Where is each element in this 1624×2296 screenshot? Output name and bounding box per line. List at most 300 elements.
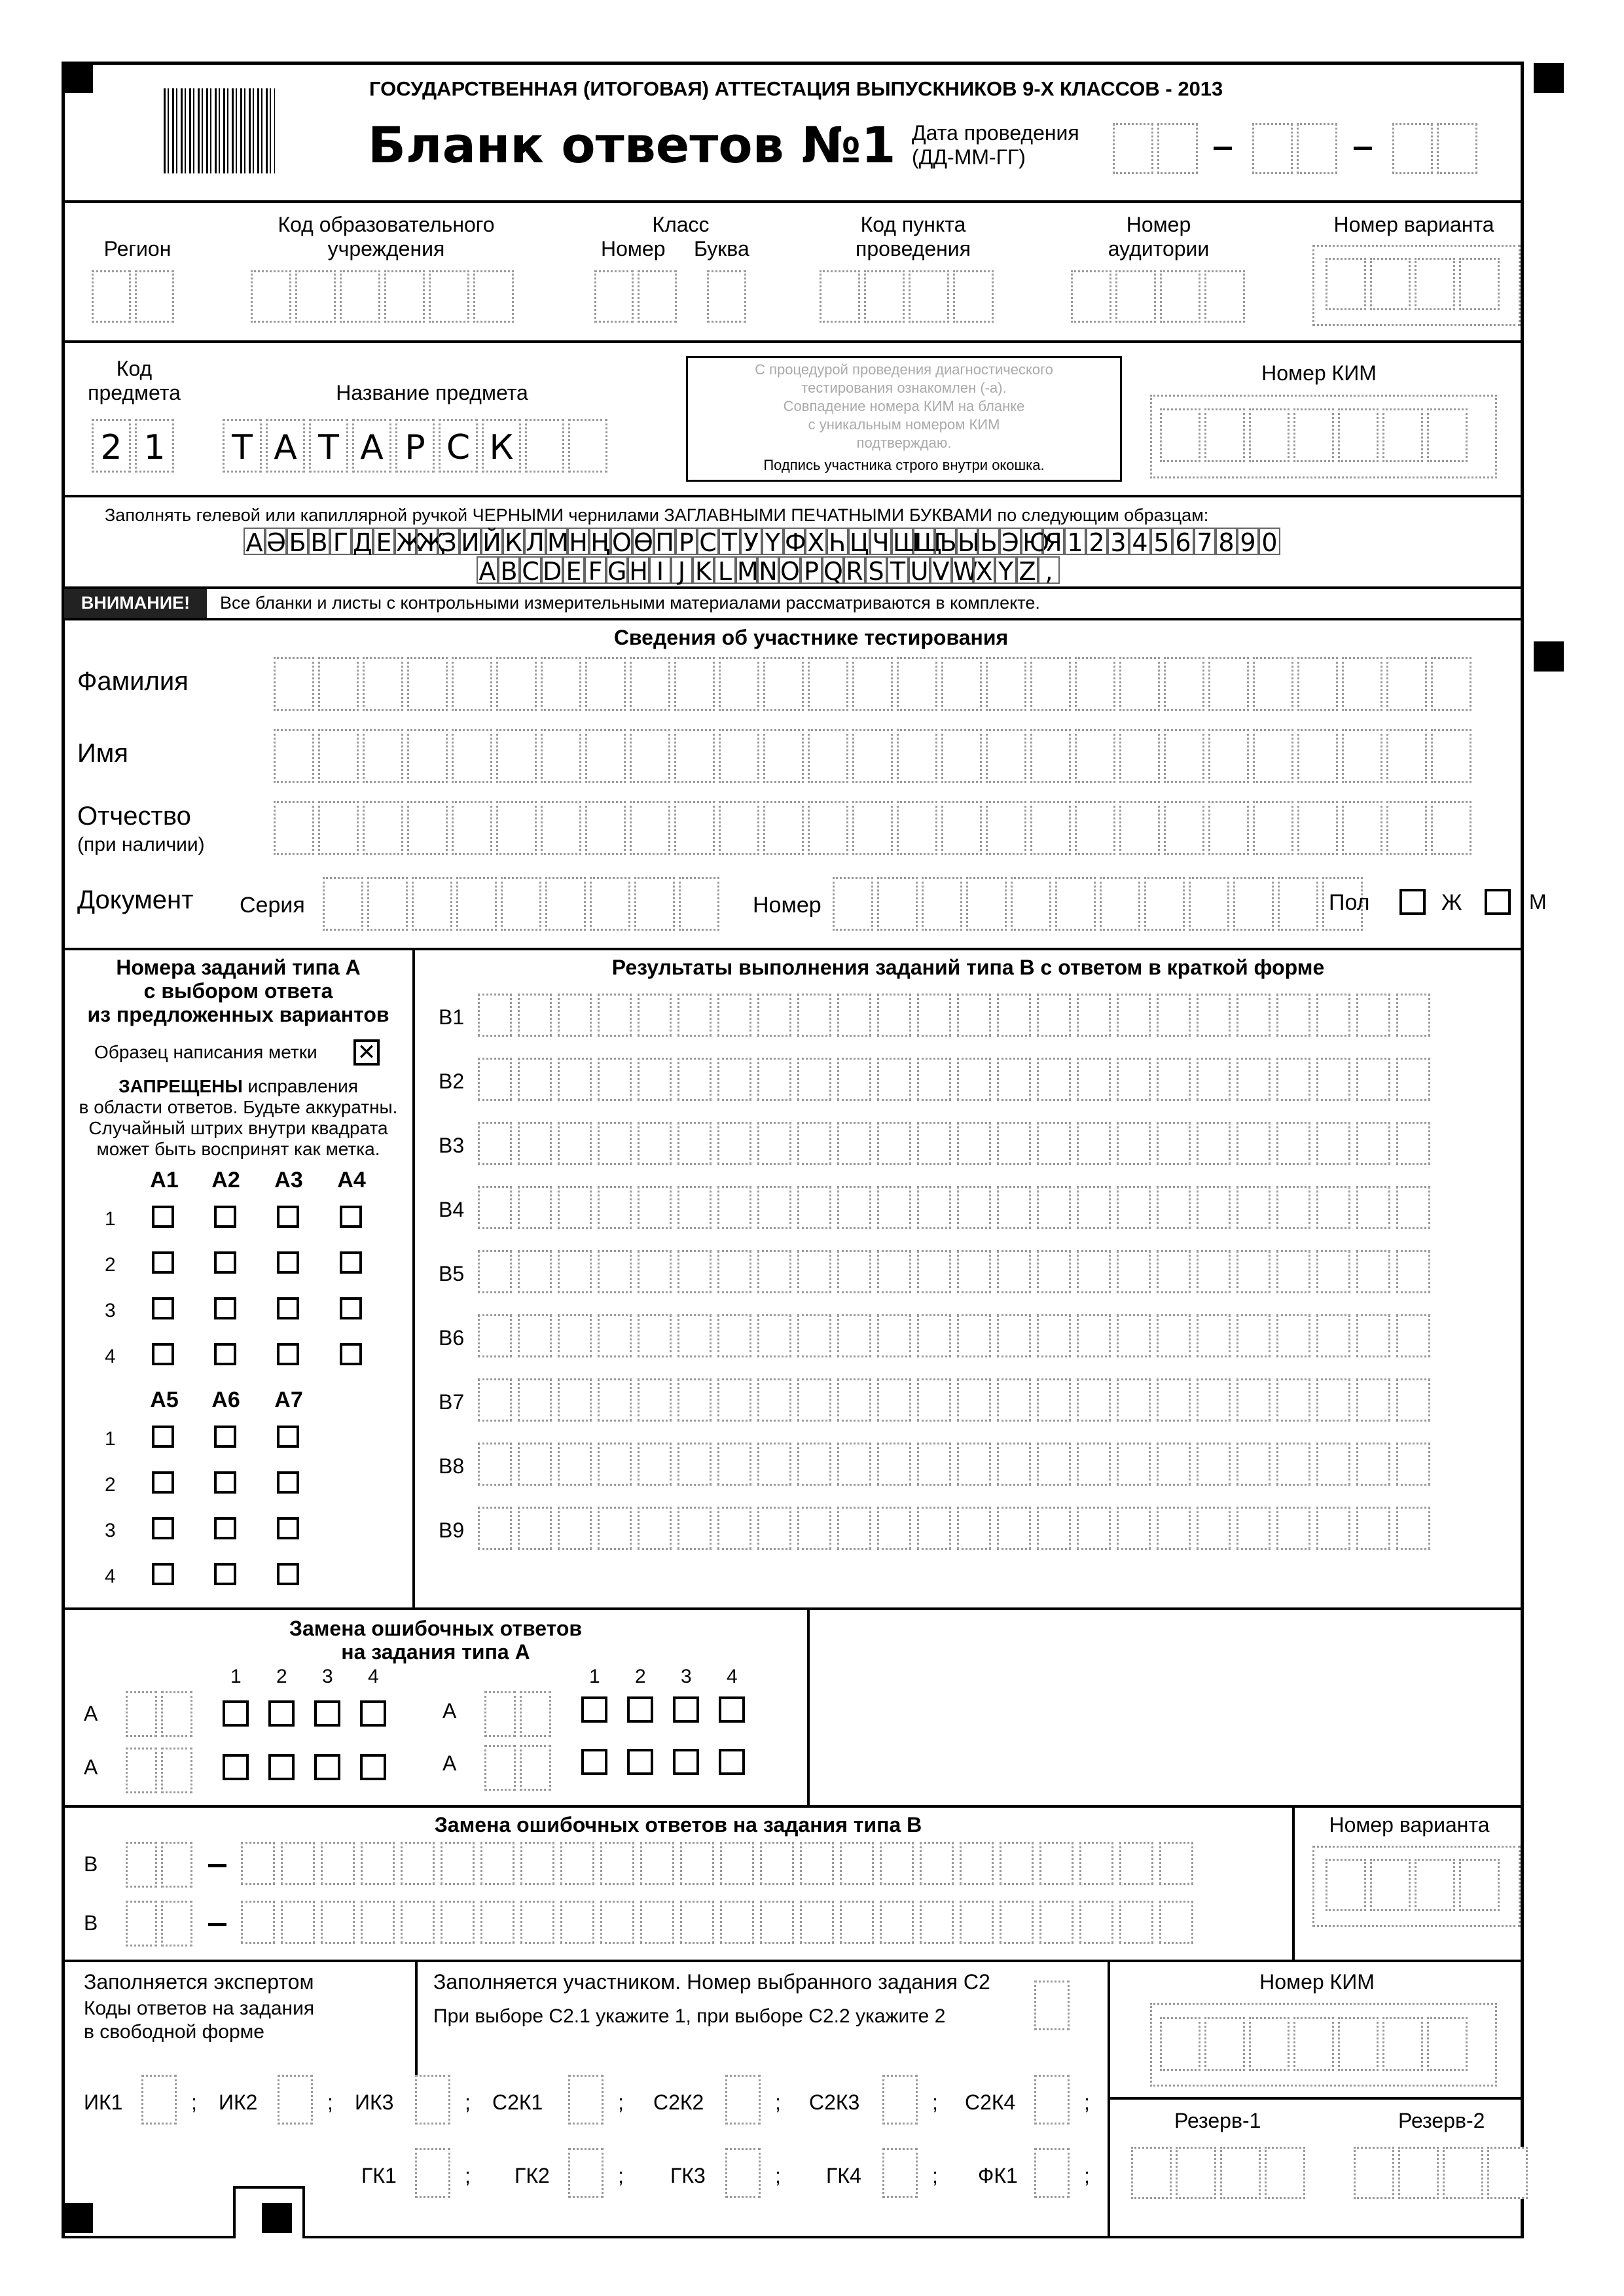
- replace-b-task-cells[interactable]: [126, 1901, 196, 1946]
- separator: ;: [465, 2090, 471, 2114]
- sex-male-label: М: [1529, 890, 1547, 914]
- answer-checkbox[interactable]: [152, 1426, 174, 1448]
- separator: ;: [775, 2090, 781, 2114]
- sample-char: U: [909, 556, 930, 584]
- sample-char: T: [887, 556, 909, 584]
- document-number-label: Номер: [753, 893, 821, 918]
- sample-char: 8: [1216, 528, 1237, 555]
- replace-b-answer-cells[interactable]: [241, 1901, 1199, 1944]
- participant-c2-note: При выборе С2.1 укажите 1, при выборе С2.2 укажите 2: [433, 2005, 946, 2027]
- sample-char: Э: [1000, 528, 1021, 555]
- class-number-cells[interactable]: [594, 270, 681, 323]
- subject-name-letter[interactable]: Т: [309, 419, 348, 473]
- forbidden-bold: ЗАПРЕЩЕНЫ: [118, 1076, 243, 1096]
- sample-char: У: [740, 528, 762, 555]
- sample-char: C: [520, 556, 541, 584]
- answer-checkbox[interactable]: [277, 1471, 299, 1494]
- replace-a-task-cells[interactable]: [126, 1691, 196, 1737]
- separator: ;: [932, 2090, 938, 2114]
- room-label: Номер: [1126, 213, 1191, 236]
- answer-checkbox[interactable]: [340, 1251, 362, 1274]
- separator: ;: [618, 2164, 624, 2187]
- c2-choice-cell[interactable]: [1034, 1981, 1074, 2030]
- answer-checkbox[interactable]: [277, 1251, 299, 1274]
- subject-code-digit[interactable]: 1: [135, 419, 174, 473]
- answer-checkbox[interactable]: [214, 1343, 236, 1365]
- attention-label: ВНИМАНИЕ!: [81, 593, 190, 613]
- subject-name-letter[interactable]: А: [352, 419, 391, 473]
- expert-code-cell[interactable]: [415, 2148, 454, 2198]
- replace-a-col: 3: [681, 1666, 692, 1687]
- expert-code-cell[interactable]: [568, 2075, 607, 2125]
- fill-instruction: Заполнять гелевой или капиллярной ручкой ЧЕРНЫМИ чернилами ЗАГЛАВНЫМИ ПЕЧАТНЫМИ БУКВАМИ по следующим образцам:: [105, 505, 1209, 525]
- sample-char: Z: [1017, 556, 1038, 584]
- sample-char: С: [697, 528, 719, 555]
- expert-kim-label: Номер КИМ: [1259, 1970, 1375, 1994]
- answer-checkbox[interactable]: [277, 1297, 299, 1319]
- patronymic-note: (при наличии): [77, 834, 205, 855]
- replace-b-answer-cells[interactable]: [241, 1842, 1199, 1885]
- task-header: А7: [274, 1388, 303, 1412]
- answer-checkbox[interactable]: [340, 1206, 362, 1228]
- sample-char: Ң: [589, 528, 611, 555]
- surname-cells[interactable]: [274, 657, 1475, 711]
- replace-a-checkbox[interactable]: [581, 1696, 607, 1723]
- replace-a-checkbox[interactable]: [719, 1749, 745, 1775]
- sample-char: Ү: [762, 528, 784, 555]
- kim-label: Номер КИМ: [1261, 361, 1377, 385]
- sample-char: B: [498, 556, 520, 584]
- replace-a-checkbox[interactable]: [360, 1700, 386, 1727]
- answer-checkbox[interactable]: [152, 1343, 174, 1365]
- edu-code-cells[interactable]: [251, 270, 518, 323]
- answer-checkbox[interactable]: [152, 1517, 174, 1539]
- exam-title: ГОСУДАРСТВЕННАЯ (ИТОГОВАЯ) АТТЕСТАЦИЯ ВЫПУСКНИКОВ 9-Х КЛАССОВ - 2013: [369, 77, 1223, 100]
- expert-code-label: С2К2: [653, 2090, 704, 2114]
- name-cells[interactable]: [274, 729, 1475, 783]
- sample-char: А: [244, 528, 265, 555]
- sample-char: 2: [1086, 528, 1108, 555]
- expert-code-cell[interactable]: [1034, 2148, 1074, 2198]
- sample-char: L: [714, 556, 736, 584]
- expert-code-cell[interactable]: [415, 2075, 454, 2125]
- forbidden-rest: исправления: [242, 1076, 358, 1096]
- replace-a-checkbox[interactable]: [581, 1749, 607, 1775]
- forbidden-note-4: может быть воспринят как метка.: [96, 1139, 380, 1159]
- task-header: А4: [337, 1168, 366, 1193]
- replace-a-checkbox[interactable]: [314, 1754, 340, 1780]
- replace-a-checkbox[interactable]: [268, 1754, 295, 1780]
- consent-line: с уникальным номером КИМ: [808, 416, 1000, 433]
- b-row-label: В1: [439, 1005, 465, 1029]
- sample-char: Һ: [827, 528, 848, 555]
- replace-a-row-label: А: [442, 1699, 457, 1723]
- b-answer-cells[interactable]: [478, 1122, 1436, 1165]
- option-number: 3: [105, 1300, 116, 1321]
- replace-a-checkbox[interactable]: [627, 1749, 653, 1775]
- subject-code-label: Код: [116, 357, 153, 380]
- sample-char: Җ: [418, 528, 444, 557]
- subject-name-letter[interactable]: А: [266, 419, 305, 473]
- separator: ;: [932, 2164, 938, 2187]
- b-row-label: В8: [439, 1454, 465, 1478]
- sex-female-checkbox[interactable]: [1399, 889, 1426, 915]
- series-label: Серия: [240, 893, 305, 918]
- option-number: 1: [105, 1208, 116, 1230]
- sample-char: Р: [676, 528, 697, 555]
- b-answer-cells[interactable]: [478, 1314, 1436, 1357]
- expert-title: Заполняется экспертом: [84, 1970, 314, 1994]
- sample-char: W: [953, 557, 978, 586]
- expert-code-label: С2К1: [492, 2090, 543, 2114]
- b-row-label: В5: [439, 1262, 465, 1285]
- attention-text: Все бланки и листы с контрольными измерительными материалами рассматриваются в комплекте.: [220, 593, 1040, 613]
- sample-char: М: [547, 528, 569, 557]
- sample-letters-row-2: [477, 556, 1060, 584]
- replace-a-col: 4: [727, 1666, 738, 1687]
- sample-char: Л: [524, 528, 546, 555]
- sex-male-checkbox[interactable]: [1485, 889, 1511, 915]
- reserve-1-cells[interactable]: [1131, 2147, 1309, 2199]
- sample-char: В: [308, 528, 330, 555]
- date-day-cells[interactable]: [1113, 123, 1202, 174]
- sample-char: I: [649, 556, 671, 584]
- sample-char: S: [865, 556, 887, 584]
- consent-line: тестирования ознакомлен (-а).: [801, 380, 1007, 396]
- option-number: 3: [105, 1520, 116, 1541]
- answer-checkbox[interactable]: [152, 1471, 174, 1494]
- option-number: 4: [105, 1346, 116, 1367]
- part-a-title-3: из предложенных вариантов: [87, 1003, 389, 1026]
- patronymic-label: Отчество: [77, 802, 191, 831]
- b-row-label: В4: [439, 1198, 465, 1221]
- replace-a-checkbox[interactable]: [314, 1700, 340, 1727]
- patronymic-cells[interactable]: [274, 801, 1475, 855]
- replace-a-col: 3: [322, 1666, 333, 1687]
- sample-char: Ж: [396, 528, 423, 557]
- b-answer-cells[interactable]: [478, 1186, 1436, 1229]
- date-year-cells[interactable]: [1392, 123, 1481, 174]
- answer-checkbox[interactable]: [277, 1517, 299, 1539]
- participant-section-title: Сведения об участнике тестирования: [613, 626, 1009, 649]
- sample-char: Ы: [958, 528, 980, 557]
- replace-a-col: 1: [230, 1666, 242, 1687]
- reserve-1-label: Резерв-1: [1174, 2109, 1261, 2132]
- part-b-title: Результаты выполнения заданий типа В с ответом в краткой форме: [611, 956, 1325, 979]
- part-a-title: Номера заданий типа А: [116, 956, 361, 979]
- sample-char: Щ: [914, 528, 942, 557]
- replace-a-title-2: на задания типа А: [341, 1640, 530, 1664]
- document-series-cells[interactable]: [323, 877, 723, 931]
- option-number: 1: [105, 1428, 116, 1450]
- expert-code-cell[interactable]: [568, 2148, 607, 2198]
- subject-name-letter[interactable]: С: [439, 419, 478, 473]
- class-number-label: Номер: [601, 237, 666, 260]
- reserve-2-cells[interactable]: [1354, 2147, 1532, 2199]
- answer-checkbox[interactable]: [340, 1297, 362, 1319]
- sample-char: 3: [1108, 528, 1129, 555]
- option-number: 2: [105, 1474, 116, 1496]
- date-format-label: (ДД-ММ-ГГ): [912, 145, 1026, 169]
- expert-code-label: ГК3: [670, 2164, 706, 2187]
- task-header: А1: [150, 1168, 179, 1193]
- region-cells[interactable]: [92, 270, 178, 323]
- sample-char: 6: [1172, 528, 1194, 555]
- sample-char: К: [503, 528, 524, 555]
- sample-char: Я: [1043, 528, 1064, 555]
- expert-code-label: ФК1: [978, 2164, 1018, 2187]
- expert-code-cell[interactable]: [882, 2148, 922, 2198]
- expert-code-cell[interactable]: [882, 2075, 922, 2125]
- kim-cells[interactable]: [1160, 408, 1471, 462]
- replace-a-title: Замена ошибочных ответов: [289, 1617, 583, 1640]
- replace-a-checkbox[interactable]: [268, 1700, 295, 1727]
- expert-code-cell[interactable]: [725, 2075, 765, 2125]
- edu-code-label-2: учреждения: [327, 237, 445, 260]
- subject-name-letter[interactable]: К: [482, 419, 521, 473]
- sample-mark-label: Образец написания метки: [94, 1042, 317, 1062]
- option-number: 4: [105, 1566, 116, 1587]
- answer-checkbox[interactable]: [214, 1297, 236, 1319]
- replace-a-checkbox[interactable]: [673, 1749, 699, 1775]
- region-label: Регион: [103, 237, 171, 260]
- sample-char: 5: [1151, 528, 1172, 555]
- replace-b-dash: [208, 1923, 226, 1926]
- replace-a-col: 4: [368, 1666, 379, 1687]
- sample-char: Ө: [634, 528, 653, 557]
- expert-note: Коды ответов на задания: [84, 1998, 315, 2019]
- edu-code-label: Код образовательного: [278, 213, 495, 236]
- point-code-label: Код пункта: [860, 213, 966, 236]
- sample-char: 4: [1129, 528, 1151, 555]
- answer-checkbox[interactable]: [277, 1563, 299, 1585]
- variant-label: Номер варианта: [1333, 213, 1494, 236]
- replace-b-variant-label: Номер варианта: [1329, 1813, 1490, 1837]
- replace-a-checkbox[interactable]: [223, 1754, 249, 1780]
- date-label: Дата проведения: [912, 121, 1079, 145]
- sample-char: H: [628, 556, 649, 584]
- replace-b-title: Замена ошибочных ответов на задания типа В: [434, 1813, 922, 1837]
- task-header: А3: [274, 1168, 303, 1193]
- sample-char: Н: [568, 528, 589, 555]
- sample-char: Ъ: [936, 528, 957, 557]
- sample-char: Ю: [1022, 528, 1050, 557]
- class-letter-label: Буква: [694, 237, 749, 260]
- form-title: Бланк ответов №1: [368, 116, 896, 174]
- separator: ;: [1084, 2164, 1090, 2187]
- sample-char: Г: [330, 528, 352, 555]
- replace-a-row-label: А: [84, 1755, 98, 1779]
- replace-a-checkbox[interactable]: [627, 1696, 653, 1723]
- answer-checkbox[interactable]: [214, 1517, 236, 1539]
- replace-a-col: 1: [589, 1666, 600, 1687]
- document-number-cells[interactable]: [833, 877, 1370, 931]
- sample-char: V: [930, 556, 952, 584]
- separator: ;: [775, 2164, 781, 2187]
- replace-b-row-label: В: [84, 1911, 98, 1935]
- separator: ;: [465, 2164, 471, 2187]
- sample-char: Y: [995, 556, 1017, 584]
- separator: ;: [618, 2090, 624, 2114]
- replace-a-checkbox[interactable]: [223, 1700, 249, 1727]
- sample-char: Т: [719, 528, 740, 555]
- replace-a-task-cells[interactable]: [484, 1691, 555, 1737]
- forbidden-note-2: в области ответов. Будьте аккуратны.: [79, 1097, 398, 1117]
- replace-a-col: 2: [635, 1666, 646, 1687]
- sample-char: Ц: [850, 528, 869, 557]
- sample-char: И: [460, 528, 481, 555]
- sample-char: Ш: [893, 528, 920, 557]
- sex-label: Пол: [1329, 890, 1370, 915]
- answer-checkbox[interactable]: [214, 1471, 236, 1494]
- replace-a-task-cells[interactable]: [484, 1745, 555, 1791]
- expert-code-label: ГК4: [826, 2164, 861, 2187]
- answer-checkbox[interactable]: [277, 1426, 299, 1448]
- b-answer-cells[interactable]: [478, 1443, 1436, 1486]
- sample-mark-checkbox: ✕: [353, 1039, 380, 1066]
- sample-char: Б: [287, 528, 308, 555]
- point-code-cells[interactable]: [820, 270, 998, 323]
- sample-char: Д: [353, 528, 372, 557]
- document-label: Документ: [77, 886, 194, 914]
- expert-kim-cells[interactable]: [1160, 2017, 1471, 2071]
- separator: ;: [191, 2090, 197, 2114]
- sample-char: D: [543, 557, 562, 586]
- sample-char: M: [737, 557, 759, 586]
- expert-code-cell[interactable]: [141, 2075, 181, 2125]
- expert-code-label: ИК3: [355, 2090, 394, 2114]
- b-answer-cells[interactable]: [478, 994, 1436, 1037]
- subject-name-label: Название предмета: [336, 381, 528, 404]
- expert-code-label: ГК1: [361, 2164, 397, 2187]
- room-cells[interactable]: [1071, 270, 1249, 323]
- reserve-2-label: Резерв-2: [1398, 2109, 1485, 2132]
- sample-char: P: [801, 556, 822, 584]
- consent-line: подтверждаю.: [856, 435, 952, 451]
- class-letter-cell[interactable]: [707, 270, 750, 323]
- answer-checkbox[interactable]: [277, 1343, 299, 1365]
- sample-char: Ч: [870, 528, 892, 555]
- expert-code-label: ИК1: [84, 2090, 123, 2114]
- b-row-label: В7: [439, 1390, 465, 1414]
- replace-b-row-label: В: [84, 1852, 98, 1876]
- separator: ;: [1084, 2090, 1090, 2114]
- replace-b-dash: [208, 1864, 226, 1867]
- sample-char: 0: [1259, 528, 1280, 555]
- sample-char: Q: [823, 557, 843, 586]
- task-header: А2: [211, 1168, 240, 1193]
- answer-checkbox[interactable]: [152, 1297, 174, 1319]
- sample-char: З: [438, 528, 460, 555]
- b-answer-cells[interactable]: [478, 1250, 1436, 1293]
- subject-code-label-2: предмета: [88, 381, 181, 404]
- expert-code-label: С2К3: [809, 2090, 860, 2114]
- b-answer-cells[interactable]: [478, 1378, 1436, 1422]
- signature-label: Подпись участника строго внутри окошка.: [763, 457, 1045, 473]
- surname-label: Фамилия: [77, 667, 189, 696]
- replace-a-checkbox[interactable]: [673, 1696, 699, 1723]
- subject-name-letter[interactable]: Р: [395, 419, 435, 473]
- forbidden-note: [64, 1076, 412, 1097]
- answer-checkbox[interactable]: [152, 1206, 174, 1228]
- part-a-title-2: с выбором ответа: [143, 979, 333, 1003]
- registration-marker-top-right: [1534, 63, 1564, 93]
- subject-code-digit[interactable]: 2: [92, 419, 131, 473]
- replace-a-row-label: А: [84, 1702, 98, 1725]
- task-header: А6: [211, 1388, 240, 1412]
- participant-c2-title: Заполняется участником. Номер выбранного задания С2: [433, 1970, 990, 1994]
- replace-a-col: 2: [276, 1666, 287, 1687]
- expert-code-label: С2К4: [965, 2090, 1016, 2114]
- replace-a-task-cells[interactable]: [126, 1748, 196, 1793]
- sample-letters-row-1: [244, 528, 1280, 555]
- sample-char: O: [780, 557, 800, 586]
- replace-b-variant-cells[interactable]: [1326, 1859, 1504, 1911]
- expert-note-2: в свободной форме: [84, 2021, 264, 2043]
- point-code-label-2: проведения: [856, 237, 971, 260]
- expert-code-cell[interactable]: [1034, 2075, 1074, 2125]
- subject-name-letter[interactable]: Т: [223, 419, 262, 473]
- answer-checkbox[interactable]: [214, 1251, 236, 1274]
- subject-code-cells[interactable]: [92, 419, 178, 473]
- variant-cells[interactable]: [1326, 258, 1504, 310]
- b-answer-cells[interactable]: [478, 1507, 1436, 1550]
- date-dash: [1214, 147, 1232, 150]
- replace-a-checkbox[interactable]: [719, 1696, 745, 1723]
- b-answer-cells[interactable]: [478, 1058, 1436, 1101]
- sample-char: Х: [805, 528, 827, 555]
- answer-checkbox[interactable]: [214, 1426, 236, 1448]
- expert-code-cell[interactable]: [725, 2148, 765, 2198]
- barcode: [164, 88, 275, 173]
- answer-checkbox[interactable]: [277, 1206, 299, 1228]
- answer-checkbox[interactable]: [152, 1563, 174, 1585]
- answer-checkbox[interactable]: [214, 1563, 236, 1585]
- sample-char: Е: [373, 528, 395, 555]
- sample-char: F: [585, 556, 606, 584]
- subject-name-cells[interactable]: [223, 419, 611, 473]
- date-dash: [1354, 147, 1372, 150]
- answer-checkbox[interactable]: [214, 1206, 236, 1228]
- b-row-label: В9: [439, 1518, 465, 1542]
- sample-char: K: [693, 556, 714, 584]
- b-row-label: В2: [439, 1069, 465, 1093]
- separator: ;: [327, 2090, 333, 2114]
- sample-char: N: [757, 556, 779, 584]
- room-label-2: аудитории: [1108, 237, 1210, 260]
- forbidden-note-3: Случайный штрих внутри квадрата: [88, 1118, 388, 1138]
- task-header: А5: [150, 1388, 179, 1412]
- consent-line: С процедурой проведения диагностического: [755, 361, 1053, 378]
- sex-female-label: Ж: [1441, 890, 1462, 915]
- expert-code-cell[interactable]: [278, 2075, 317, 2125]
- replace-b-task-cells[interactable]: [126, 1842, 196, 1888]
- date-month-cells[interactable]: [1252, 123, 1341, 174]
- answer-checkbox[interactable]: [152, 1251, 174, 1274]
- sample-char: A: [477, 556, 498, 584]
- name-label: Имя: [77, 739, 128, 768]
- expert-code-label: ИК2: [219, 2090, 258, 2114]
- sample-char: ,: [1038, 556, 1060, 584]
- class-label: Класс: [652, 213, 710, 236]
- consent-line: Совпадение номера КИМ на бланке: [783, 398, 1025, 414]
- option-number: 2: [105, 1254, 116, 1276]
- b-row-label: В6: [439, 1326, 465, 1350]
- sample-char: 7: [1194, 528, 1216, 555]
- answer-checkbox[interactable]: [340, 1343, 362, 1365]
- replace-a-checkbox[interactable]: [360, 1754, 386, 1780]
- b-row-label: В3: [439, 1134, 465, 1157]
